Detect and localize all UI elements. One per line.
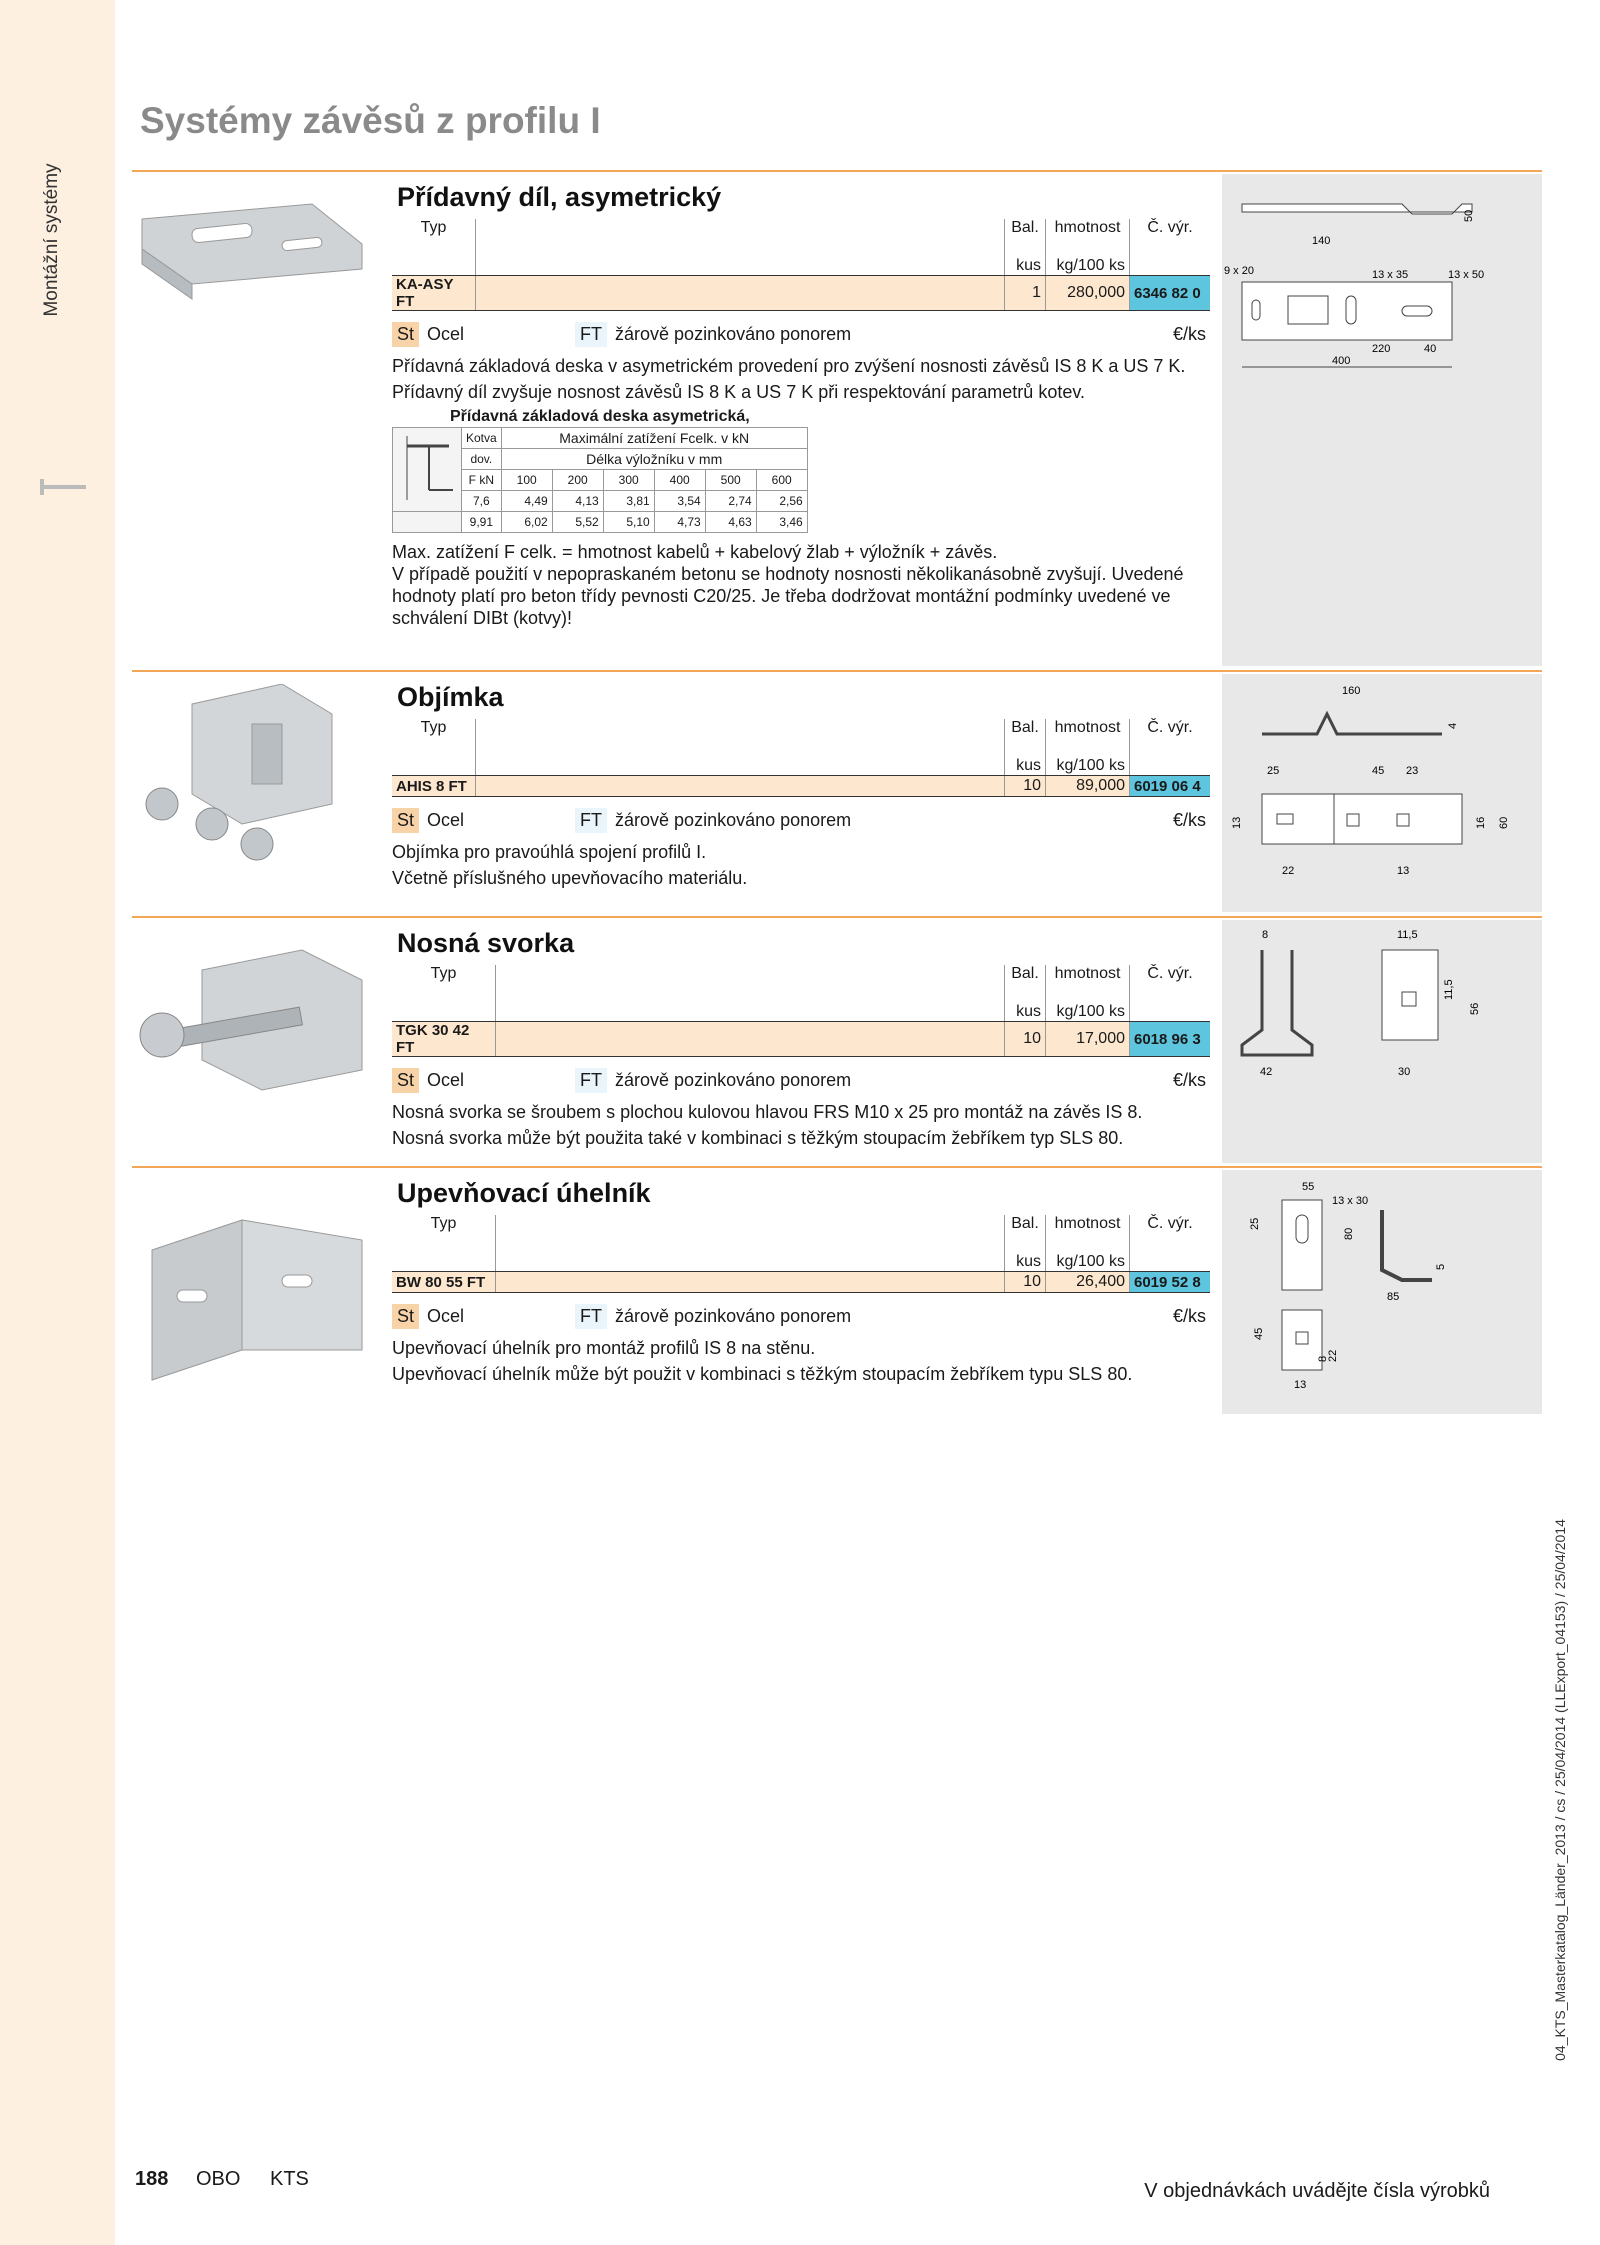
product-line: KTS: [270, 2168, 309, 2190]
section-title: Objímka: [397, 682, 504, 712]
col-bal: Bal.: [1005, 719, 1046, 757]
dim-40: 40: [1424, 343, 1437, 355]
spec-table: [392, 1215, 1210, 1293]
material-row: [392, 321, 1210, 347]
length-cell: 600: [756, 470, 807, 491]
type-code: KA-ASY FT: [392, 276, 476, 311]
article-number: 6018 96 3: [1130, 1022, 1211, 1057]
bal-value: 1: [1005, 276, 1046, 311]
col-weight: hmotnost: [1046, 719, 1130, 757]
weight-value: 26,400: [1046, 1272, 1130, 1293]
bal-value: 10: [1005, 1272, 1046, 1293]
spec-table: [392, 719, 1210, 797]
f-cell: 9,91: [462, 512, 502, 533]
material-text: Ocel: [427, 1305, 465, 1326]
dim-30: 30: [1398, 1066, 1411, 1078]
table-row: [392, 276, 1210, 311]
description-line: Upevňovací úhelník může být použit v kombinaci s těžkým stoupacím žebříkem typu SLS 80.: [392, 1364, 1133, 1384]
dim-16: 16: [1475, 816, 1487, 829]
spec-table: [392, 219, 1210, 311]
dim-11-5-top: 11,5: [1397, 929, 1418, 941]
note-line: V případě použití v nepopraskaném betonu se hodnoty nosnosti několikanásobně zvyšují. Uvedené hodnoty platí pro beton třídy pevnosti C20/25. Je třeba dodržovat montážní podmínky uvedené ve schválení DIBt (kotvy)!: [392, 564, 1184, 628]
load-diagram-icon: [393, 428, 462, 512]
unit-kg: kg/100 ks: [1046, 1003, 1130, 1022]
col-weight: hmotnost: [1046, 219, 1130, 257]
dim-160: 160: [1342, 685, 1361, 697]
description-line: Objímka pro pravoúhlá spojení profilů I.: [392, 842, 707, 862]
dim-220: 220: [1372, 343, 1391, 355]
dim-25: 25: [1249, 1217, 1261, 1230]
col-bal: Bal.: [1005, 1215, 1046, 1253]
unit-kg: kg/100 ks: [1046, 257, 1130, 276]
dim-5: 5: [1435, 1263, 1447, 1270]
section-content: [392, 172, 1210, 633]
load-cell: 5,10: [603, 512, 654, 533]
dim-23: 23: [1406, 765, 1419, 777]
length-cell: 300: [603, 470, 654, 491]
dim-80: 80: [1343, 1227, 1355, 1240]
material-row: [392, 807, 1210, 833]
finish-tag-ft: FT: [575, 1068, 607, 1093]
weight-value: 17,000: [1046, 1022, 1130, 1057]
dim-8: 8: [1262, 929, 1269, 941]
description-line: Nosná svorka může být použita také v kombinaci s těžkým stoupacím žebříkem typ SLS 80.: [392, 1128, 1124, 1148]
dim-25: 25: [1267, 765, 1280, 777]
section-content: [392, 1168, 1210, 1389]
section-clamp: [132, 670, 1542, 915]
section-support-clip: [132, 916, 1542, 1166]
description-line: Upevňovací úhelník pro montáž profilů IS 8 na stěnu.: [392, 1338, 816, 1358]
dim-13: 13: [1294, 1379, 1307, 1391]
dim-13x30: 13 x 30: [1332, 1195, 1369, 1207]
section-title: Upevňovací úhelník: [397, 1178, 651, 1208]
material-tag-st: St: [392, 1304, 419, 1329]
dim-22: 22: [1327, 1349, 1339, 1362]
bal-value: 10: [1005, 1022, 1046, 1057]
product-photo-bw: [132, 1180, 377, 1410]
product-photo-tgk: [132, 930, 377, 1160]
col-article: Č. výr.: [1130, 1215, 1211, 1253]
dim-50: 50: [1463, 209, 1475, 222]
length-cell: 500: [705, 470, 756, 491]
finish-text: žárově pozinkováno ponorem: [615, 1305, 852, 1326]
unit-kus: kus: [1005, 1003, 1046, 1022]
technical-drawing-ka-asy: [1222, 174, 1542, 666]
article-number: 6019 06 4: [1130, 776, 1211, 797]
dim-140: 140: [1312, 235, 1331, 247]
f-cell: 7,6: [462, 491, 502, 512]
table-row: [392, 776, 1210, 797]
load-table: [392, 407, 808, 533]
export-meta: 04_KTS_Masterkatalog_Länder_2013 / cs / 25/04/2014 (LLExport_04153) / 25/04/2014: [1552, 1519, 1568, 2061]
dim-13x35: 13 x 35: [1372, 269, 1409, 281]
unit-kg: kg/100 ks: [1046, 757, 1130, 776]
sidebar-profile-icon: [40, 485, 86, 489]
col-weight: hmotnost: [1046, 965, 1130, 1003]
finish-text: žárově pozinkováno ponorem: [615, 323, 852, 344]
type-code: BW 80 55 FT: [392, 1272, 496, 1293]
unit-kus: kus: [1005, 757, 1046, 776]
material-tag-st: St: [392, 1068, 419, 1093]
material-tag-st: St: [392, 808, 419, 833]
finish-tag-ft: FT: [575, 808, 607, 833]
length-cell: 200: [552, 470, 603, 491]
load-cell: 4,73: [654, 512, 705, 533]
material-text: Ocel: [427, 809, 465, 830]
sidebar-label: Montážní systémy: [41, 163, 62, 317]
order-note: V objednávkách uvádějte čísla výrobků: [1144, 2180, 1490, 2202]
description-line: Nosná svorka se šroubem s plochou kulovou hlavou FRS M10 x 25 pro montáž na závěs IS 8.: [392, 1102, 1143, 1122]
material-text: Ocel: [427, 1069, 465, 1090]
type-code: AHIS 8 FT: [392, 776, 476, 797]
unit-kg: kg/100 ks: [1046, 1253, 1130, 1272]
finish-text: žárově pozinkováno ponorem: [615, 809, 852, 830]
col-typ: Typ: [430, 965, 457, 982]
col-bal: Bal.: [1005, 965, 1046, 1003]
dim-13x50: 13 x 50: [1448, 269, 1485, 281]
load-cell: 3,54: [654, 491, 705, 512]
dim-22: 22: [1282, 865, 1295, 877]
load-cell: 4,49: [501, 491, 552, 512]
product-photo-ahis: [132, 684, 377, 914]
length-label: Délka výložníku v mm: [501, 449, 807, 470]
fkn-label: F kN: [462, 470, 502, 491]
dim-60: 60: [1498, 816, 1510, 829]
table-row: [392, 1272, 1210, 1293]
page-title: Systémy závěsů z profilu I: [140, 100, 601, 141]
material-row: [392, 1303, 1210, 1329]
finish-tag-ft: FT: [575, 322, 607, 347]
sidebar: [0, 0, 115, 2245]
description: [392, 841, 1210, 889]
unit-kus: kus: [1005, 257, 1046, 276]
col-weight: hmotnost: [1046, 1215, 1130, 1253]
load-cell: 6,02: [501, 512, 552, 533]
dim-4: 4: [1447, 722, 1459, 729]
load-cell: 2,74: [705, 491, 756, 512]
col-article: Č. výr.: [1130, 219, 1211, 257]
dim-55: 55: [1302, 1181, 1315, 1193]
dim-11-5-side: 11,5: [1443, 979, 1455, 1000]
article-number: 6019 52 8: [1130, 1272, 1211, 1293]
material-row: [392, 1067, 1210, 1093]
dim-13-bottom: 13: [1397, 865, 1410, 877]
price-unit: €/ks: [1172, 809, 1206, 830]
dim-9x20: 9 x 20: [1224, 265, 1254, 277]
col-typ: Typ: [430, 1215, 457, 1232]
col-article: Č. výr.: [1130, 965, 1211, 1003]
length-cell: 100: [501, 470, 552, 491]
weight-value: 89,000: [1046, 776, 1130, 797]
col-typ: Typ: [420, 719, 447, 736]
dim-85: 85: [1387, 1291, 1400, 1303]
section-asymmetric-part: [132, 170, 1542, 670]
product-photo-ka-asy: [132, 184, 377, 414]
col-bal: Bal.: [1005, 219, 1046, 257]
price-unit: €/ks: [1172, 1069, 1206, 1090]
technical-drawing-ahis: [1222, 674, 1542, 912]
max-load-label: Maximální zatížení Fcelk. v kN: [501, 428, 807, 449]
dim-400: 400: [1332, 355, 1351, 367]
dov-label: dov.: [462, 449, 502, 470]
unit-kus: kus: [1005, 1253, 1046, 1272]
technical-drawing-bw: [1222, 1170, 1542, 1414]
col-typ: Typ: [420, 219, 447, 236]
type-code: TGK 30 42 FT: [392, 1022, 496, 1057]
dim-45: 45: [1253, 1327, 1265, 1340]
note-line: Max. zatížení F celk. = hmotnost kabelů + kabelový žlab + výložník + závěs.: [392, 542, 998, 562]
dim-8: 8: [1317, 1355, 1329, 1362]
load-table-title: Přídavná základová deska asymetrická,: [449, 408, 750, 425]
load-cell: 3,81: [603, 491, 654, 512]
section-content: [392, 918, 1210, 1153]
load-cell: 5,52: [552, 512, 603, 533]
length-cell: 400: [654, 470, 705, 491]
bal-value: 10: [1005, 776, 1046, 797]
spec-table: [392, 965, 1210, 1057]
description: [392, 355, 1210, 403]
price-unit: €/ks: [1172, 323, 1206, 344]
description: [392, 1337, 1210, 1385]
technical-drawing-tgk: [1222, 920, 1542, 1163]
material-tag-st: St: [392, 322, 419, 347]
dim-42: 42: [1260, 1066, 1273, 1078]
description-line: Včetně příslušného upevňovacího materiálu.: [392, 868, 748, 888]
description-line: Přídavná základová deska v asymetrickém provedení pro zvýšení nosnosti závěsů IS 8 K a US 7 K.: [392, 356, 1186, 376]
brand-name: OBO: [196, 2168, 241, 2190]
kotva-label: Kotva: [462, 428, 502, 449]
page-number: 188: [135, 2168, 169, 2190]
section-mounting-bracket: [132, 1166, 1542, 1418]
notes: [392, 541, 1210, 629]
dim-45: 45: [1372, 765, 1385, 777]
price-unit: €/ks: [1172, 1305, 1206, 1326]
weight-value: 280,000: [1046, 276, 1130, 311]
finish-tag-ft: FT: [575, 1304, 607, 1329]
dim-13-left: 13: [1231, 816, 1243, 829]
section-title: Nosná svorka: [397, 928, 575, 958]
load-cell: 4,13: [552, 491, 603, 512]
description: [392, 1101, 1210, 1149]
table-row: [392, 1022, 1210, 1057]
finish-text: žárově pozinkováno ponorem: [615, 1069, 852, 1090]
load-cell: 3,46: [756, 512, 807, 533]
load-cell: 4,63: [705, 512, 756, 533]
description-line: Přídavný díl zvyšuje nosnost závěsů IS 8 K a US 7 K při respektování parametrů kotev.: [392, 382, 1085, 402]
article-number: 6346 82 0: [1130, 276, 1211, 311]
dim-56: 56: [1469, 1002, 1481, 1015]
load-cell: 2,56: [756, 491, 807, 512]
col-article: Č. výr.: [1130, 719, 1211, 757]
material-text: Ocel: [427, 323, 465, 344]
section-content: [392, 672, 1210, 893]
section-title: Přídavný díl, asymetrický: [397, 182, 722, 212]
